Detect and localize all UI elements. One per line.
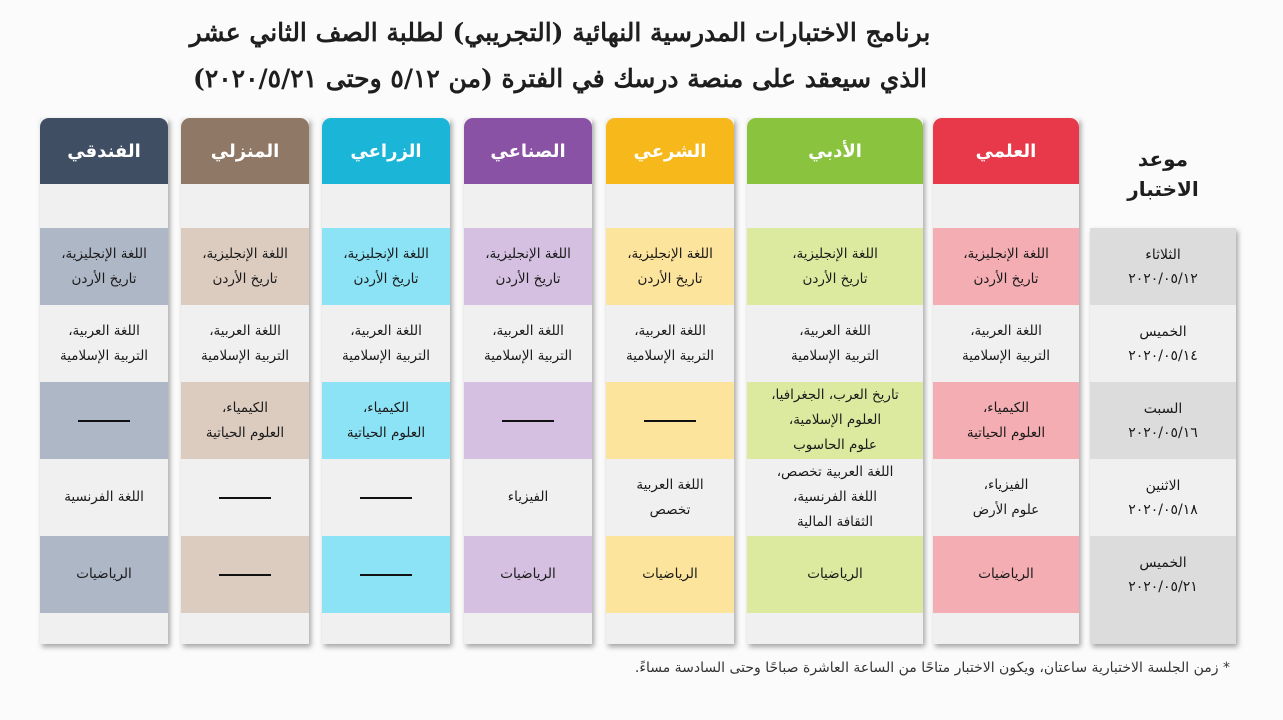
schedule-cell: اللغة الإنجليزية، تاريخ الأردن (181, 228, 309, 305)
schedule-cell (40, 382, 168, 459)
stream-column (322, 118, 450, 644)
header-gap (322, 184, 450, 228)
stream-header: الزراعي (322, 118, 450, 184)
schedule-cell (181, 459, 309, 536)
no-exam-dash (360, 497, 412, 499)
date-column-header: موعد الاختبار (1127, 147, 1199, 201)
date-column-body (1090, 228, 1236, 644)
schedule-cell: الرياضيات (606, 536, 734, 613)
schedule-cell: الرياضيات (747, 536, 923, 613)
date-label: ٢٠٢٠/٠٥/٢١ (1128, 578, 1198, 595)
day-label: الثلاثاء (1145, 246, 1181, 263)
schedule-cell: الكيمياء، العلوم الحياتية (933, 382, 1079, 459)
date-column (1090, 118, 1236, 644)
schedule-cell: اللغة الإنجليزية، تاريخ الأردن (40, 228, 168, 305)
header-gap (40, 184, 168, 228)
stream-header: الفندقي (40, 118, 168, 184)
schedule-cell: الكيمياء، العلوم الحياتية (322, 382, 450, 459)
schedule-cell: اللغة العربية، التربية الإسلامية (933, 305, 1079, 382)
stream-column (606, 118, 734, 644)
stream-column (181, 118, 309, 644)
stream-column (40, 118, 168, 644)
date-label: ٢٠٢٠/٠٥/١٢ (1128, 270, 1198, 287)
schedule-cell (606, 382, 734, 459)
header-gap (606, 184, 734, 228)
no-exam-dash (644, 420, 696, 422)
date-label: ٢٠٢٠/٠٥/١٤ (1128, 347, 1198, 364)
schedule-cell: اللغة العربية، التربية الإسلامية (606, 305, 734, 382)
schedule-cell: اللغة العربية تخصص، اللغة الفرنسية، الثقافة المالية (747, 459, 923, 536)
stream-column (933, 118, 1079, 644)
schedule-cell: اللغة الإنجليزية، تاريخ الأردن (933, 228, 1079, 305)
stream-header: العلمي (933, 118, 1079, 184)
stream-header: الشرعي (606, 118, 734, 184)
schedule-cell: اللغة العربية تخصص (606, 459, 734, 536)
schedule-cell (181, 536, 309, 613)
no-exam-dash (219, 497, 271, 499)
date-row (1090, 382, 1236, 459)
day-label: الخميس (1139, 554, 1187, 571)
schedule-cell: اللغة العربية، التربية الإسلامية (181, 305, 309, 382)
schedule-cell: الرياضيات (464, 536, 592, 613)
schedule-cell: اللغة الإنجليزية، تاريخ الأردن (322, 228, 450, 305)
day-label: السبت (1143, 400, 1183, 417)
schedule-cell: اللغة الفرنسية (40, 459, 168, 536)
header-gap (747, 184, 923, 228)
schedule-cell: تاريخ العرب، الجغرافيا، العلوم الإسلامية، علوم الحاسوب (747, 382, 923, 459)
header-gap (464, 184, 592, 228)
stream-column (464, 118, 592, 644)
schedule-cell: اللغة الإنجليزية، تاريخ الأردن (747, 228, 923, 305)
date-row (1090, 305, 1236, 382)
no-exam-dash (219, 574, 271, 576)
date-label: ٢٠٢٠/٠٥/١٦ (1128, 424, 1198, 441)
schedule-cell: الرياضيات (933, 536, 1079, 613)
schedule-cell: اللغة العربية، التربية الإسلامية (464, 305, 592, 382)
stream-header: المنزلي (181, 118, 309, 184)
header-gap (181, 184, 309, 228)
schedule-cell: الرياضيات (40, 536, 168, 613)
stream-header: الصناعي (464, 118, 592, 184)
schedule-cell: الفيزياء، علوم الأرض (933, 459, 1079, 536)
schedule-cell: الكيمياء، العلوم الحياتية (181, 382, 309, 459)
day-label: الخميس (1139, 323, 1187, 340)
date-label: ٢٠٢٠/٠٥/١٨ (1128, 501, 1198, 518)
schedule-cell: الفيزياء (464, 459, 592, 536)
schedule-cell: اللغة العربية، التربية الإسلامية (40, 305, 168, 382)
schedule-cell: اللغة العربية، التربية الإسلامية (747, 305, 923, 382)
page-subtitle: الذي سيعقد على منصة درسك في الفترة (من ٥/١٢ وحتى ٢٠٢٠/٥/٢١) (192, 64, 928, 93)
footnote: * زمن الجلسة الاختبارية ساعتان، ويكون الاختبار متاحًا من الساعة العاشرة صباحًا وحتى السادسة مساءً. (634, 660, 1230, 676)
no-exam-dash (78, 420, 130, 422)
stream-header: الأدبي (747, 118, 923, 184)
page-title: برنامج الاختبارات المدرسية النهائية (التجريبي) لطلبة الصف الثاني عشر (189, 18, 931, 47)
no-exam-dash (502, 420, 554, 422)
date-row (1090, 459, 1236, 536)
no-exam-dash (360, 574, 412, 576)
schedule-cell: اللغة الإنجليزية، تاريخ الأردن (606, 228, 734, 305)
stream-column (747, 118, 923, 644)
schedule-cell (464, 382, 592, 459)
date-row (1090, 228, 1236, 305)
date-row (1090, 536, 1236, 613)
day-label: الاثنين (1145, 477, 1181, 494)
schedule-cell: اللغة العربية، التربية الإسلامية (322, 305, 450, 382)
schedule-cell (322, 459, 450, 536)
schedule-cell: اللغة الإنجليزية، تاريخ الأردن (464, 228, 592, 305)
header-gap (933, 184, 1079, 228)
schedule-cell (322, 536, 450, 613)
